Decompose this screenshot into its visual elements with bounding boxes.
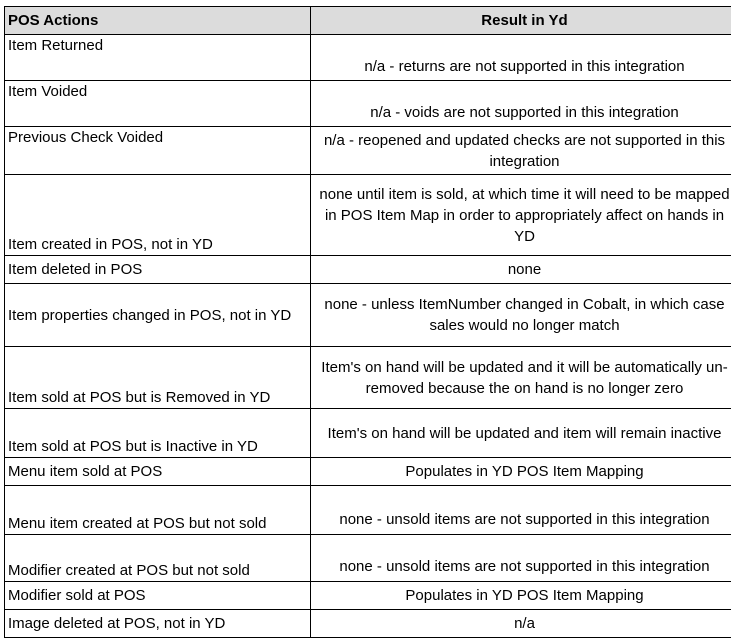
- action-cell: Item created in POS, not in YD: [5, 175, 311, 256]
- pos-actions-table-container: [4, 6, 724, 638]
- result-cell: n/a - returns are not supported in this integration: [311, 35, 731, 81]
- table-row: [5, 35, 731, 81]
- result-cell: none: [311, 256, 731, 284]
- table-row: [5, 127, 731, 175]
- result-cell: Populates in YD POS Item Mapping: [311, 458, 731, 486]
- action-cell: Menu item sold at POS: [5, 458, 311, 486]
- table-row: [5, 347, 731, 409]
- action-cell: Modifier sold at POS: [5, 582, 311, 610]
- table-row: [5, 256, 731, 284]
- table-row: [5, 610, 731, 638]
- result-cell: none - unless ItemNumber changed in Cobalt, in which case sales would no longer match: [311, 284, 731, 347]
- result-cell: Populates in YD POS Item Mapping: [311, 582, 731, 610]
- table-row: [5, 284, 731, 347]
- action-cell: Previous Check Voided: [5, 127, 311, 175]
- result-cell: Item's on hand will be updated and it will be automatically un-removed because the on hand is no longer zero: [311, 347, 731, 409]
- action-cell: Item sold at POS but is Inactive in YD: [5, 409, 311, 458]
- table-row: [5, 486, 731, 535]
- column-header-result: Result in Yd: [311, 7, 731, 35]
- action-cell: Modifier created at POS but not sold: [5, 535, 311, 582]
- action-cell: Item properties changed in POS, not in YD: [5, 284, 311, 347]
- action-cell: Item deleted in POS: [5, 256, 311, 284]
- result-cell: none until item is sold, at which time it will need to be mapped in POS Item Map in order to appropriately affect on hands in YD: [311, 175, 731, 256]
- result-cell: none - unsold items are not supported in this integration: [311, 535, 731, 582]
- table-row: [5, 582, 731, 610]
- result-cell: n/a - reopened and updated checks are not supported in this integration: [311, 127, 731, 175]
- table-row: [5, 175, 731, 256]
- result-cell: none - unsold items are not supported in this integration: [311, 486, 731, 535]
- column-header-pos-actions: POS Actions: [5, 7, 311, 35]
- table-row: [5, 409, 731, 458]
- result-cell: Item's on hand will be updated and item will remain inactive: [311, 409, 731, 458]
- action-cell: Menu item created at POS but not sold: [5, 486, 311, 535]
- result-cell: n/a: [311, 610, 731, 638]
- action-cell: Image deleted at POS, not in YD: [5, 610, 311, 638]
- result-cell: n/a - voids are not supported in this integration: [311, 81, 731, 127]
- table-row: [5, 458, 731, 486]
- action-cell: Item Voided: [5, 81, 311, 127]
- action-cell: Item sold at POS but is Removed in YD: [5, 347, 311, 409]
- action-cell: Item Returned: [5, 35, 311, 81]
- pos-actions-table: [4, 6, 731, 638]
- table-row: [5, 535, 731, 582]
- table-row: [5, 81, 731, 127]
- table-header-row: [5, 7, 731, 35]
